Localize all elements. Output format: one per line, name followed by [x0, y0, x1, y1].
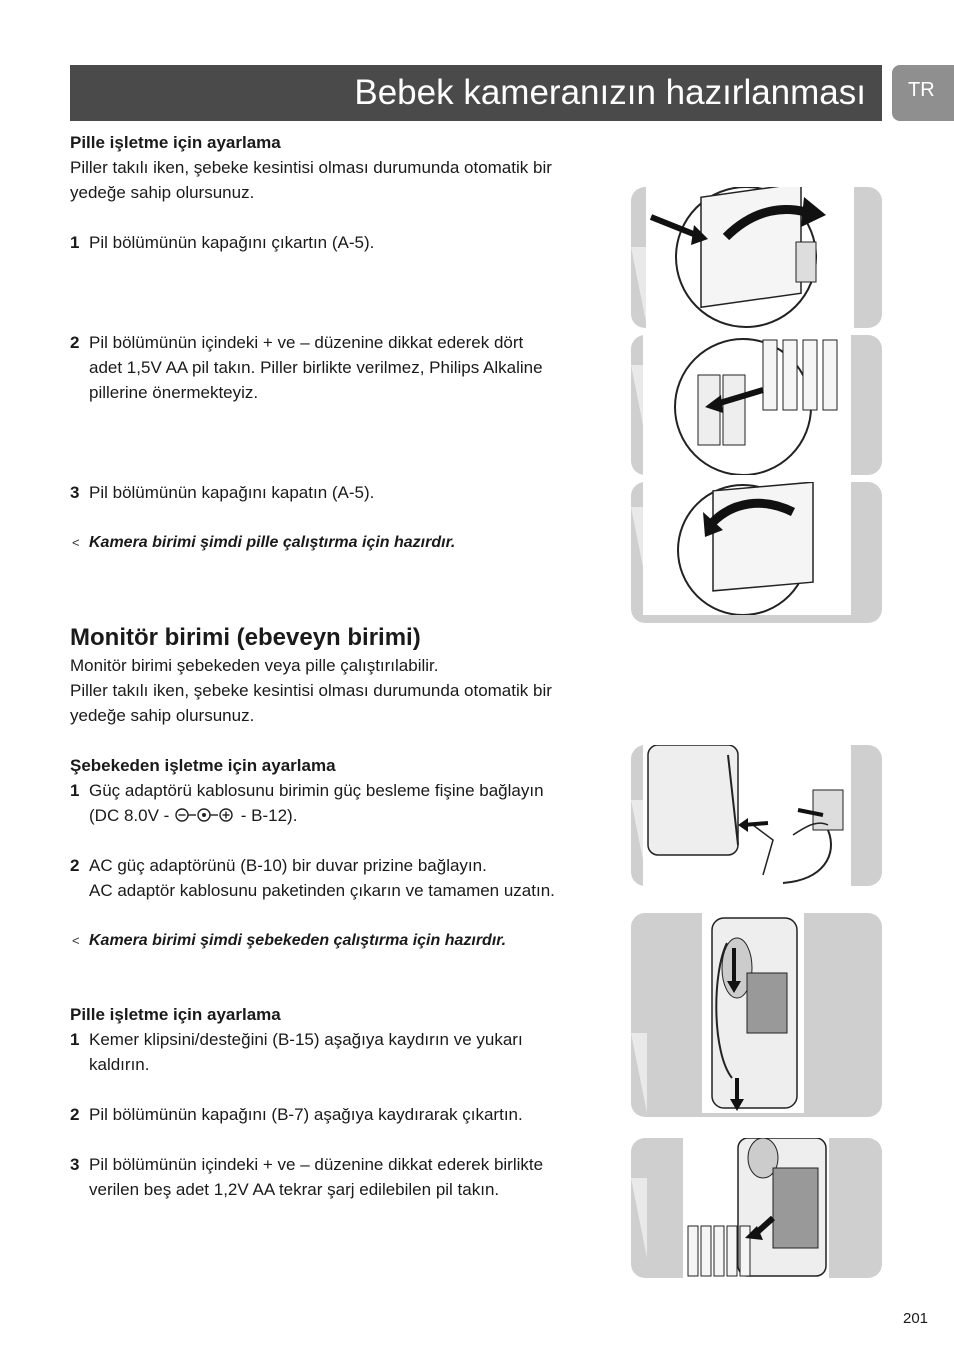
- battery-cover-close-icon: [643, 482, 851, 615]
- result-note: Kamera birimi şimdi pille çalıştırma için hazırdır.: [89, 534, 456, 551]
- dc-ref: - B-12).: [240, 806, 298, 825]
- step-text: AC adaptör kablosunu paketinden çıkarın ve tamamen uzatın.: [89, 881, 555, 900]
- step-number: 1: [70, 781, 80, 800]
- step-text: Pil bölümünün kapağını (B-7) aşağıya kaydırarak çıkartın.: [89, 1105, 523, 1124]
- step-text: Güç adaptörü kablosunu birimin güç besleme fişine bağlayın: [89, 781, 544, 800]
- step-number: 1: [70, 233, 80, 252]
- step-text: Kemer klipsini/desteğini (B-15) aşağıya kaydırın ve yukarı: [89, 1030, 523, 1049]
- section-heading-camera-battery: Pille işletme için ayarlama: [70, 133, 281, 152]
- step-text: Pil bölümünün içindeki + ve – düzenine dikkat ederek birlikte: [89, 1155, 544, 1174]
- step-text-dc: [89, 803, 297, 828]
- step-text: pillerine önermekteyiz.: [89, 383, 259, 402]
- illustration-panel-belt-clip: [631, 913, 882, 1117]
- step-text: Pil bölümünün kapağını kapatın (A-5).: [89, 483, 375, 502]
- step-text: AC güç adaptörünü (B-10) bir duvar prizine bağlayın.: [89, 856, 487, 875]
- dc-polarity-icon: [174, 807, 236, 823]
- monitor-text: Monitör birimi şebekeden veya pille çalıştırılabilir.: [70, 656, 439, 675]
- step-number: 3: [70, 1155, 80, 1174]
- step-text: adet 1,5V AA pil takın. Piller birlikte verilmez, Philips Alkaline: [89, 358, 543, 377]
- page-header-bar: [70, 65, 882, 121]
- language-tab: [892, 65, 954, 121]
- note-marker: <: [72, 933, 80, 948]
- illustration-panel-remove-cover: [631, 187, 882, 328]
- intro-text: Piller takılı iken, şebeke kesintisi olması durumunda otomatik bir: [70, 158, 552, 177]
- step-text: kaldırın.: [89, 1055, 150, 1074]
- belt-clip-slide-icon: [702, 913, 804, 1113]
- intro-text: yedeğe sahip olursunuz.: [70, 183, 255, 202]
- step-text: verilen beş adet 1,2V AA tekrar şarj edilebilen pil takın.: [89, 1180, 500, 1199]
- illustration-panel-mains-adapter: [631, 745, 882, 886]
- step-text: Pil bölümünün kapağını çıkartın (A-5).: [89, 233, 375, 252]
- page-number: 201: [903, 1310, 929, 1327]
- section-title-monitor: Monitör birimi (ebeveyn birimi): [70, 624, 421, 651]
- language-label: TR: [908, 79, 935, 101]
- step-number: 2: [70, 856, 80, 875]
- result-note: Kamera birimi şimdi şebekeden çalıştırma için hazırdır.: [89, 932, 507, 949]
- step-number: 2: [70, 1105, 80, 1124]
- battery-cover-remove-icon: [646, 187, 854, 328]
- step-text: Pil bölümünün içindeki + ve – düzenine dikkat ederek dört: [89, 333, 524, 352]
- section-heading-monitor-battery: Pille işletme için ayarlama: [70, 1005, 281, 1024]
- illustration-panel-close-cover: [631, 482, 882, 623]
- power-adapter-icon: [643, 745, 851, 886]
- step-number: 1: [70, 1030, 80, 1049]
- rechargeable-batteries-insert-icon: [683, 1138, 829, 1278]
- section-heading-mains: Şebekeden işletme için ayarlama: [70, 756, 336, 775]
- step-number: 3: [70, 483, 80, 502]
- monitor-text: Piller takılı iken, şebeke kesintisi olması durumunda otomatik bir: [70, 681, 552, 700]
- page-title: Bebek kameranızın hazırlanması: [354, 73, 866, 112]
- step-number: 2: [70, 333, 80, 352]
- dc-label: (DC 8.0V -: [89, 806, 170, 825]
- note-marker: <: [72, 535, 80, 550]
- monitor-text: yedeğe sahip olursunuz.: [70, 706, 255, 725]
- illustration-panel-insert-batteries: [631, 335, 882, 475]
- batteries-insert-icon: [643, 335, 851, 475]
- illustration-panel-monitor-batteries: [631, 1138, 882, 1278]
